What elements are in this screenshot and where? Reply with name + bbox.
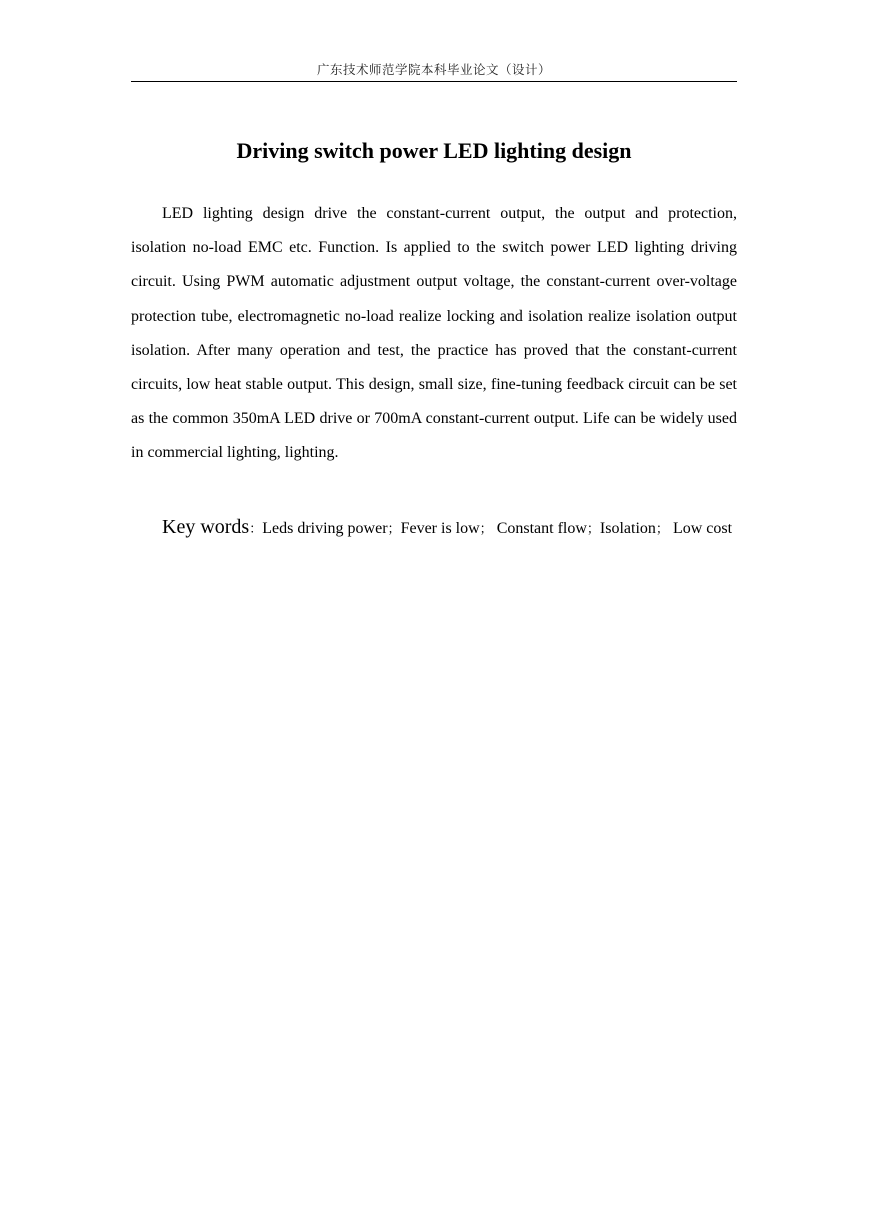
keyword-item: Leds driving power — [262, 520, 388, 537]
keyword-separator: ； — [479, 522, 493, 537]
keyword-separator: ； — [586, 522, 600, 537]
keyword-item: Isolation — [599, 520, 656, 537]
abstract-paragraph: LED lighting design drive the constant-current output, the output and protection, isolation no-load EMC etc. Function. Is applied to the switch power LED lighting driving circuit. Using PWM automatic adjustment output voltage, the constant-current over-voltage protection tube, electromagnetic no-load realize locking and isolation realize isolation output isolation. After many operation and test, the practice has proved that the constant-current circuits, low heat stable output. This design, small size, fine-tuning feedback circuit can be set as the common 350mA LED drive or 700mA constant-current output. Life can be widely used in commercial lighting, lighting. — [131, 205, 737, 462]
keyword-separator: ； — [655, 522, 669, 537]
keyword-item: Constant flow — [492, 520, 587, 537]
keyword-item: Fever is low — [400, 520, 480, 537]
keywords-label: Key words： — [162, 516, 263, 538]
keywords-paragraph — [131, 508, 737, 549]
running-header: 广东技术师范学院本科毕业论文（设计） — [316, 62, 551, 77]
paper-title: Driving switch power LED lighting design — [236, 138, 632, 163]
keyword-item: Low cost — [668, 520, 733, 537]
header-rule — [131, 81, 737, 82]
keyword-separator: ； — [387, 522, 401, 537]
